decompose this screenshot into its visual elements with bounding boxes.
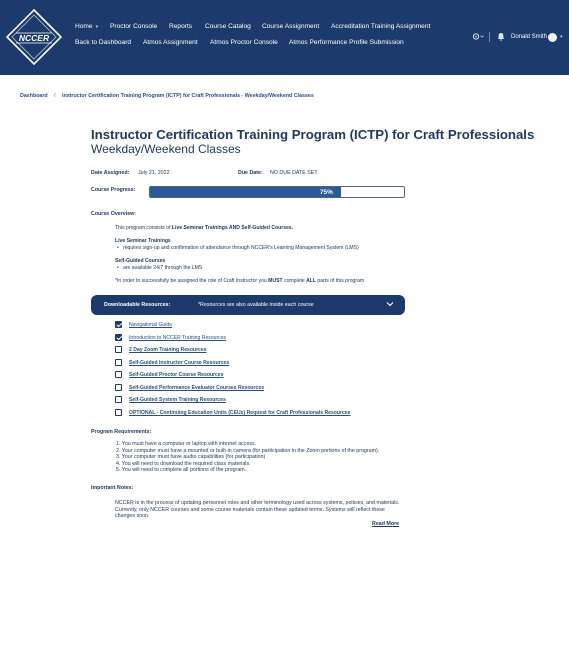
- resource-checkbox-intro-training-resources[interactable]: [115, 334, 122, 341]
- downloadable-resources-note: *Resources are also available inside each course: [198, 302, 314, 308]
- resource-checkbox-system-training[interactable]: [115, 396, 122, 403]
- resource-link-proctor-course[interactable]: Self-Guided Proctor Course Resources: [129, 372, 224, 378]
- nav-accreditation-training-assignment[interactable]: Accreditation Training Assignment: [331, 22, 431, 30]
- breadcrumb: [20, 93, 314, 99]
- resource-link-navigational-guide[interactable]: Navigational Guide: [129, 322, 173, 328]
- course-overview-heading: Course Overview:: [91, 211, 137, 217]
- page-subtitle: Weekday/Weekend Classes: [91, 142, 241, 156]
- resource-checkbox-proctor-course[interactable]: [115, 371, 122, 378]
- course-progress-label: Course Progress:: [91, 187, 136, 193]
- breadcrumb-dashboard[interactable]: Dashboard: [20, 93, 48, 99]
- page-title: Instructor Certification Training Program (ICTP) for Craft Professionals: [91, 127, 535, 142]
- nav-home[interactable]: Home ▾: [75, 22, 99, 30]
- live-seminar-bullet: • requires sign-up and confirmation of attendance through NCCER's Learning Management System (LMS): [123, 245, 359, 251]
- bell-icon[interactable]: [497, 32, 505, 41]
- live-seminar-heading: Live Seminar Trainings: [115, 238, 171, 244]
- breadcrumb-separator: /: [54, 93, 56, 99]
- due-date-label: Due Date:: [238, 170, 263, 176]
- self-guided-heading: Self-Guided Courses: [115, 258, 166, 264]
- user-name[interactable]: Donald Smith: [511, 34, 548, 40]
- nav-course-catalog[interactable]: Course Catalog: [205, 22, 251, 30]
- course-progress-percent: 75%: [320, 189, 333, 196]
- resource-link-instructor-course[interactable]: Self-Guided Instructor Course Resources: [129, 360, 230, 366]
- nav-proctor-console[interactable]: Proctor Console: [110, 22, 158, 30]
- due-date-value: NO DUE DATE SET: [270, 170, 318, 176]
- date-assigned-label: Date Assigned:: [91, 170, 130, 176]
- course-progress-bar: [149, 186, 405, 198]
- list-item: 1. You must have a computer or laptop with internet access.: [116, 441, 257, 447]
- chevron-down-icon: ▾: [95, 23, 99, 30]
- list-item: 3. Your computer must have audio capabilities (for participation): [116, 454, 266, 460]
- resource-checkbox-performance-evaluator[interactable]: [115, 384, 122, 391]
- course-progress-fill: [150, 187, 341, 197]
- top-header: [0, 0, 569, 75]
- important-notes-text: NCCER is in the process of updating personnel roles and other terminology used across systems, policies, and materials. Currently, only NCCER courses and some course materials contain these updated terms. Systems will reflect these changes soon.: [115, 500, 400, 519]
- nav-atmos-performance-profile-submission[interactable]: Atmos Performance Profile Submission: [289, 38, 404, 46]
- downloadable-resources-label: Downloadable Resources:: [104, 302, 171, 308]
- logo-text: NCCER: [18, 33, 50, 43]
- date-assigned-value: July 21, 2022: [138, 170, 170, 176]
- resource-checkbox-ceu-request[interactable]: [115, 409, 122, 416]
- resource-checkbox-zoom-training[interactable]: [115, 346, 122, 353]
- read-more-link[interactable]: Read More: [372, 521, 400, 527]
- list-item: 5. You will need to complete all portions of the program.: [116, 467, 247, 473]
- chevron-down-icon[interactable]: [386, 301, 394, 307]
- nav-reports[interactable]: Reports: [169, 22, 193, 30]
- resource-checkbox-instructor-course[interactable]: [115, 359, 122, 366]
- resource-link-zoom-training[interactable]: 2 Day Zoom Training Resources: [129, 347, 207, 353]
- program-requirements-list: [116, 441, 379, 474]
- important-notes-heading: Important Notes:: [91, 485, 134, 491]
- resource-link-intro-training-resources[interactable]: Introduction to NCCER Training Resources: [129, 335, 227, 341]
- list-item: 4. You will need to download the required class materials.: [116, 460, 251, 467]
- nav-atmos-assignment[interactable]: Atmos Assignment: [143, 38, 198, 46]
- nccer-logo[interactable]: [6, 9, 62, 65]
- gear-icon[interactable]: [472, 32, 484, 41]
- nav-course-assignment[interactable]: Course Assignment: [262, 22, 320, 30]
- resource-link-performance-evaluator[interactable]: Self-Guided Performance Evaluator Courses Resources: [129, 385, 265, 391]
- resource-checkbox-navigational-guide[interactable]: [115, 321, 122, 328]
- overview-intro: This program consists of Live Seminar Trainings AND Self-Guided Courses.: [115, 225, 294, 231]
- resource-link-ceu-request[interactable]: OPTIONAL - Continuing Education Units (CEUs) Request for Craft Professionals Resources: [129, 410, 351, 416]
- breadcrumb-current-course[interactable]: Instructor Certification Training Program (ICTP) for Craft Professionals - Weekday/Weekend Classes: [62, 93, 314, 99]
- nav-back-to-dashboard[interactable]: Back to Dashboard: [75, 38, 132, 46]
- resource-link-system-training[interactable]: Self-Guided System Training Resources: [129, 397, 226, 403]
- header-divider: [489, 32, 490, 42]
- nav-atmos-proctor-console[interactable]: Atmos Proctor Console: [210, 38, 278, 46]
- chevron-down-icon[interactable]: ▾: [560, 34, 563, 40]
- list-item: 2. Your computer must have a mounted or built-in camera (for participation in the Zoom portions of the program).: [116, 447, 380, 454]
- self-guided-bullet: • are available 24/7 through the LMS: [123, 265, 202, 271]
- avatar[interactable]: [548, 33, 557, 42]
- program-requirements-heading: Program Requirements:: [91, 429, 152, 435]
- overview-note: *In order to successfully be assigned the role of Craft Instructor you MUST complete ALL parts of this program: [115, 278, 365, 284]
